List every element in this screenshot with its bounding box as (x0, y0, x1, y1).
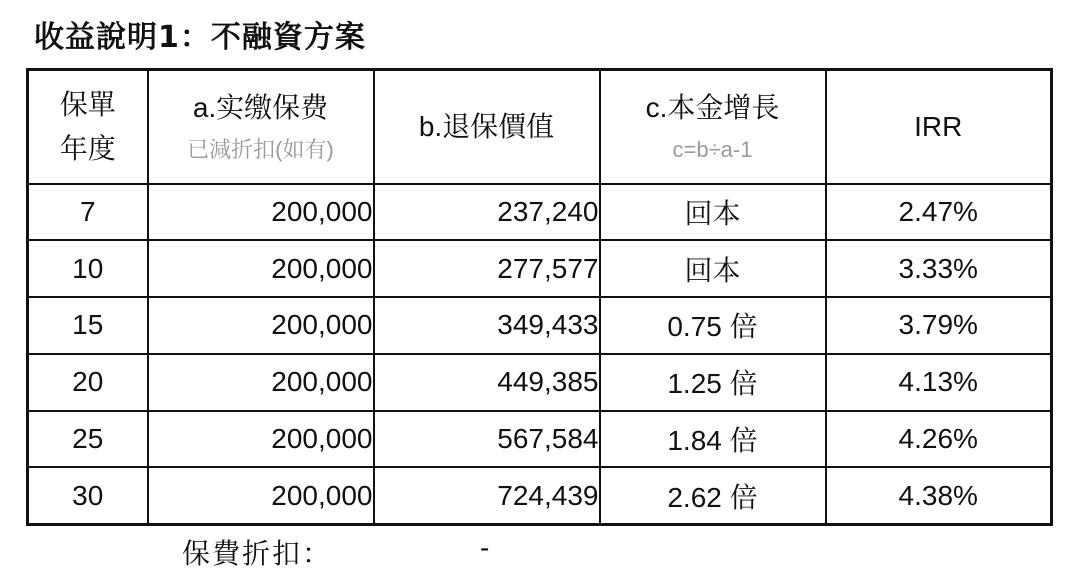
header-irr-label: IRR (914, 111, 963, 143)
cell-premium: 200,000 (148, 297, 374, 354)
cell-surrender-value: 277,577 (374, 240, 600, 297)
cell-irr: 4.13% (826, 354, 1052, 411)
cell-premium: 200,000 (148, 184, 374, 241)
table-row (28, 467, 1052, 524)
cell-principal-growth: 1.84 倍 (600, 411, 826, 468)
cell-principal-growth: 回本 (600, 240, 826, 297)
cell-premium: 200,000 (148, 240, 374, 297)
cell-surrender-value: 449,385 (374, 354, 600, 411)
header-principal-growth (600, 70, 826, 184)
premium-discount-value: - (480, 532, 490, 563)
cell-policy-year: 20 (28, 354, 148, 411)
cell-surrender-value: 724,439 (374, 467, 600, 524)
cell-principal-growth: 回本 (600, 184, 826, 241)
cell-irr: 3.33% (826, 240, 1052, 297)
header-surrender-value (374, 70, 600, 184)
cell-principal-growth: 1.25 倍 (600, 354, 826, 411)
header-premium-note: 已減折扣(如有) (187, 137, 334, 163)
cell-irr: 4.38% (826, 467, 1052, 524)
cell-policy-year: 10 (28, 240, 148, 297)
cell-policy-year: 7 (28, 184, 148, 241)
cell-surrender-value: 349,433 (374, 297, 600, 354)
cell-premium: 200,000 (148, 354, 374, 411)
cell-principal-growth: 0.75 倍 (600, 297, 826, 354)
table-header-row (28, 70, 1052, 184)
premium-discount-label: 保費折扣： (182, 537, 333, 570)
cell-principal-growth: 2.62 倍 (600, 467, 826, 524)
header-premium-label: a.实缴保费 (192, 92, 329, 123)
header-surrender-label: b.退保價值 (418, 111, 555, 143)
header-irr (826, 70, 1052, 184)
table-row (28, 240, 1052, 297)
cell-premium: 200,000 (148, 411, 374, 468)
returns-table (26, 68, 1053, 526)
header-growth-label: c.本金增長 (645, 92, 780, 123)
cell-irr: 3.79% (826, 297, 1052, 354)
cell-surrender-value: 567,584 (374, 411, 600, 468)
page-title: 收益說明1：不融資方案 (34, 20, 366, 55)
cell-irr: 2.47% (826, 184, 1052, 241)
cell-surrender-value: 237,240 (374, 184, 600, 241)
header-growth-formula: c=b÷a-1 (672, 137, 753, 163)
cell-policy-year: 30 (28, 467, 148, 524)
cell-premium: 200,000 (148, 467, 374, 524)
header-policy-year (28, 70, 148, 184)
table-row (28, 297, 1052, 354)
cell-policy-year: 15 (28, 297, 148, 354)
table-row (28, 354, 1052, 411)
header-policy-year-label: 保單 年度 (59, 89, 116, 164)
table-row (28, 411, 1052, 468)
table-row (28, 184, 1052, 241)
cell-irr: 4.26% (826, 411, 1052, 468)
cell-policy-year: 25 (28, 411, 148, 468)
header-premium-paid (148, 70, 374, 184)
